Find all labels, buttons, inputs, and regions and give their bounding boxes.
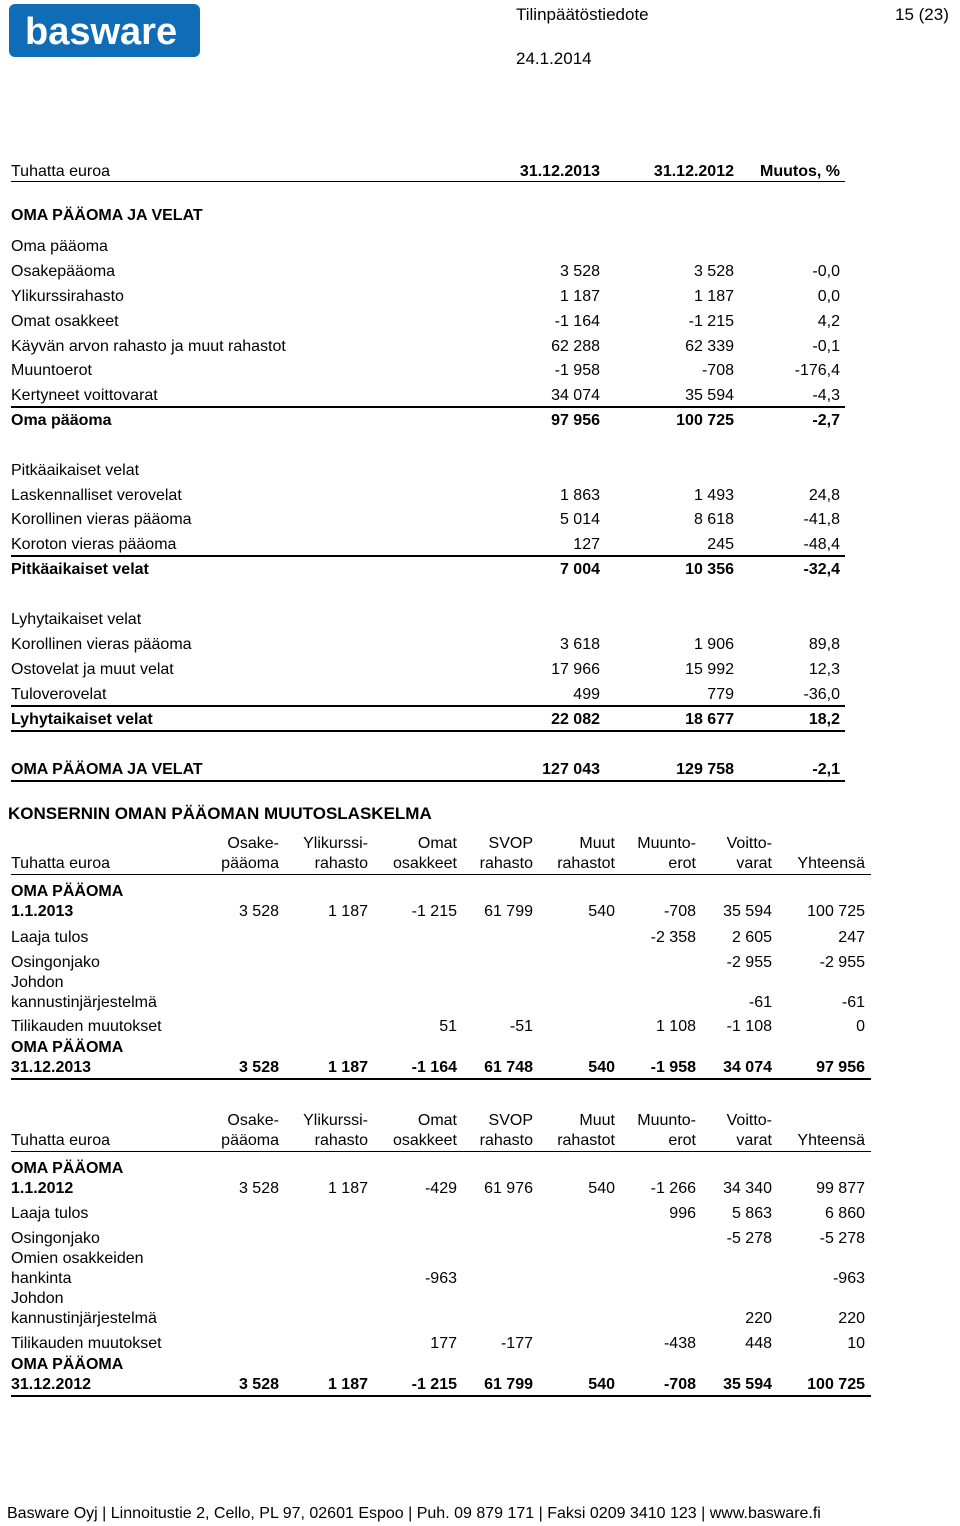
value-2012: 100 725 bbox=[676, 412, 734, 429]
column-header: Omat osakkeet bbox=[392, 1112, 457, 1149]
column-header-2012: 31.12.2012 bbox=[653, 163, 734, 180]
cell: 5 863 bbox=[731, 1205, 772, 1222]
cell: -5 278 bbox=[819, 1230, 865, 1247]
value-change: 4,2 bbox=[817, 313, 840, 330]
table-row bbox=[11, 286, 845, 307]
row-label: Ylikurssirahasto bbox=[11, 288, 124, 305]
value-2012: 10 356 bbox=[685, 561, 734, 578]
value-change: -0,0 bbox=[812, 263, 840, 280]
cell: 10 bbox=[847, 1335, 865, 1352]
unit-label: Tuhatta euroa bbox=[11, 163, 111, 180]
value-2012: 18 677 bbox=[685, 711, 734, 728]
cell: -177 bbox=[500, 1335, 533, 1352]
cell: -61 bbox=[841, 994, 865, 1011]
cell: -2 955 bbox=[819, 954, 865, 971]
equity-total-row bbox=[11, 410, 845, 431]
column-header: Yhteensä bbox=[797, 1132, 865, 1149]
value-2013: 22 082 bbox=[551, 711, 600, 728]
cell: 3 528 bbox=[238, 1059, 279, 1076]
column-header: Muunto- erot bbox=[637, 835, 696, 872]
cell: -1 215 bbox=[411, 1376, 457, 1393]
table-row bbox=[11, 1249, 871, 1289]
column-header: SVOP rahasto bbox=[479, 1112, 533, 1149]
row-label: Johdon kannustinjärjestelmä bbox=[11, 974, 157, 1011]
cell: 100 725 bbox=[807, 1376, 865, 1393]
value-change: -4,3 bbox=[812, 387, 840, 404]
column-header: Voitto- varat bbox=[726, 1112, 772, 1149]
value-2013: -1 164 bbox=[554, 313, 600, 330]
cell: -708 bbox=[663, 903, 696, 920]
cell: 540 bbox=[588, 903, 615, 920]
value-2012: 1 906 bbox=[693, 636, 734, 653]
column-header: Muunto- erot bbox=[637, 1112, 696, 1149]
value-change: 12,3 bbox=[808, 661, 840, 678]
row-label: Pitkäaikaiset velat bbox=[11, 462, 140, 479]
document-title: Tilinpäätöstiedote bbox=[516, 5, 649, 24]
value-change: -2,1 bbox=[812, 761, 840, 778]
column-header: Osake- pääoma bbox=[221, 1112, 279, 1149]
cell: 35 594 bbox=[723, 1376, 772, 1393]
row-label: Kertyneet voittovarat bbox=[11, 387, 158, 404]
value-2013: 97 956 bbox=[551, 412, 600, 429]
value-2013: 34 074 bbox=[551, 387, 600, 404]
table-row bbox=[11, 953, 871, 973]
cell: 540 bbox=[588, 1059, 615, 1076]
cell: 99 877 bbox=[816, 1180, 865, 1197]
cell: -438 bbox=[663, 1335, 696, 1352]
balance-header-row bbox=[11, 161, 845, 182]
value-2012: 8 618 bbox=[693, 511, 734, 528]
table-row bbox=[11, 311, 845, 332]
value-change: 0,0 bbox=[817, 288, 840, 305]
basware-logo-mark bbox=[9, 4, 200, 57]
page-number: 15 (23) bbox=[895, 5, 949, 24]
footer-contact: Basware Oyj | Linnoitustie 2, Cello, PL 97, 02601 Espoo | Puh. 09 879 171 | Faksi 0209 3410 123 | www.basware.fi bbox=[7, 1505, 821, 1522]
row-label: Omien osakkeiden hankinta bbox=[11, 1250, 144, 1287]
equity-heading bbox=[11, 236, 845, 257]
row-label: Laaja tulos bbox=[11, 929, 89, 946]
value-2012: 245 bbox=[707, 536, 734, 553]
value-change: 18,2 bbox=[808, 711, 840, 728]
value-change: -41,8 bbox=[803, 511, 840, 528]
changes-2012-header bbox=[11, 1111, 871, 1152]
value-2013: -1 958 bbox=[554, 362, 600, 379]
cell: 51 bbox=[439, 1018, 457, 1035]
row-label: Osingonjako bbox=[11, 954, 100, 971]
column-header: Muut rahastot bbox=[557, 1112, 615, 1149]
cell: 61 799 bbox=[484, 903, 533, 920]
cell: -1 958 bbox=[650, 1059, 696, 1076]
table-row bbox=[11, 485, 845, 506]
cell: 61 799 bbox=[484, 1376, 533, 1393]
value-2013: 7 004 bbox=[559, 561, 600, 578]
closing-row-2012 bbox=[11, 1355, 871, 1397]
cell: 61 748 bbox=[484, 1059, 533, 1076]
value-2013: 1 863 bbox=[559, 487, 600, 504]
table-row bbox=[11, 261, 845, 282]
cell: 1 108 bbox=[655, 1018, 696, 1035]
cell: 34 074 bbox=[723, 1059, 772, 1076]
cell: -1 108 bbox=[726, 1018, 772, 1035]
row-label: Korollinen vieras pääoma bbox=[11, 511, 192, 528]
changes-2013-header bbox=[11, 834, 871, 875]
table-row bbox=[11, 684, 845, 707]
value-change: -32,4 bbox=[803, 561, 840, 578]
row-label: Lyhytaikaiset velat bbox=[11, 711, 153, 728]
cell: -1 266 bbox=[650, 1180, 696, 1197]
value-change: -36,0 bbox=[803, 686, 840, 703]
table-row bbox=[11, 385, 845, 408]
table-row bbox=[11, 534, 845, 557]
cell: 3 528 bbox=[238, 903, 279, 920]
row-label: OMA PÄÄOMA JA VELAT bbox=[11, 761, 203, 778]
basware-logo bbox=[9, 4, 200, 57]
cell: 97 956 bbox=[816, 1059, 865, 1076]
cell: -963 bbox=[424, 1270, 457, 1287]
changes-title: KONSERNIN OMAN PÄÄOMAN MUUTOSLASKELMA bbox=[8, 804, 432, 823]
table-row bbox=[11, 1204, 871, 1224]
value-2012: 3 528 bbox=[693, 263, 734, 280]
cell: 100 725 bbox=[807, 903, 865, 920]
table-row bbox=[11, 882, 871, 922]
column-header: Osake- pääoma bbox=[221, 835, 279, 872]
cell: 1 187 bbox=[327, 1180, 368, 1197]
value-change: -0,1 bbox=[812, 338, 840, 355]
section-heading bbox=[11, 205, 845, 226]
value-2012: 779 bbox=[707, 686, 734, 703]
row-label: Lyhytaikaiset velat bbox=[11, 611, 142, 628]
table-row bbox=[11, 1334, 871, 1354]
table-row bbox=[11, 1229, 871, 1249]
document-date: 24.1.2014 bbox=[516, 49, 592, 68]
row-label: Osakepääoma bbox=[11, 263, 116, 280]
column-header: Voitto- varat bbox=[726, 835, 772, 872]
value-2013: 62 288 bbox=[551, 338, 600, 355]
value-2012: 15 992 bbox=[685, 661, 734, 678]
column-header-change: Muutos, % bbox=[760, 163, 840, 180]
row-label: Laskennalliset verovelat bbox=[11, 487, 182, 504]
cell: -61 bbox=[748, 994, 772, 1011]
cell: 3 528 bbox=[238, 1180, 279, 1197]
row-label: Koroton vieras pääoma bbox=[11, 536, 177, 553]
cell: -708 bbox=[663, 1376, 696, 1393]
value-change: 24,8 bbox=[808, 487, 840, 504]
value-2012: -1 215 bbox=[688, 313, 734, 330]
cell: 220 bbox=[745, 1310, 772, 1327]
short-term-heading bbox=[11, 609, 845, 630]
long-term-total-row bbox=[11, 559, 845, 580]
cell: 0 bbox=[856, 1018, 865, 1035]
row-label: Muuntoerot bbox=[11, 362, 92, 379]
value-2013: 3 618 bbox=[559, 636, 600, 653]
table-row bbox=[11, 659, 845, 680]
cell: -1 164 bbox=[411, 1059, 457, 1076]
cell: 247 bbox=[838, 929, 865, 946]
short-term-total-row bbox=[11, 709, 845, 732]
value-change: 89,8 bbox=[808, 636, 840, 653]
section-heading-label: OMA PÄÄOMA JA VELAT bbox=[11, 207, 203, 224]
value-2012: 35 594 bbox=[685, 387, 734, 404]
closing-row-2013 bbox=[11, 1038, 871, 1080]
value-2013: 127 bbox=[573, 536, 600, 553]
value-change: -2,7 bbox=[812, 412, 840, 429]
value-2013: 3 528 bbox=[559, 263, 600, 280]
cell: -51 bbox=[509, 1018, 533, 1035]
cell: 34 340 bbox=[723, 1180, 772, 1197]
column-header-2013: 31.12.2013 bbox=[519, 163, 600, 180]
table-row bbox=[11, 1159, 871, 1199]
cell: 1 187 bbox=[327, 903, 368, 920]
row-label: Omat osakkeet bbox=[11, 313, 119, 330]
table-row bbox=[11, 1289, 871, 1329]
equity-heading-label: Oma pääoma bbox=[11, 238, 108, 255]
table-row bbox=[11, 360, 845, 381]
row-label: Oma pääoma bbox=[11, 412, 112, 429]
row-label: Tilikauden muutokset bbox=[11, 1335, 162, 1352]
cell: 540 bbox=[588, 1376, 615, 1393]
table-row bbox=[11, 634, 845, 655]
long-term-heading bbox=[11, 460, 845, 481]
value-2013: 127 043 bbox=[542, 761, 600, 778]
cell: -1 215 bbox=[411, 903, 457, 920]
value-2013: 1 187 bbox=[559, 288, 600, 305]
grand-total-row bbox=[11, 759, 845, 782]
table-row bbox=[11, 509, 845, 530]
value-2013: 17 966 bbox=[551, 661, 600, 678]
table-row bbox=[11, 336, 845, 357]
cell: 1 187 bbox=[327, 1059, 368, 1076]
unit-label: Tuhatta euroa bbox=[11, 855, 111, 872]
value-2012: 1 493 bbox=[693, 487, 734, 504]
cell: -5 278 bbox=[726, 1230, 772, 1247]
column-header: SVOP rahasto bbox=[479, 835, 533, 872]
cell: 177 bbox=[430, 1335, 457, 1352]
cell: -429 bbox=[424, 1180, 457, 1197]
cell: -963 bbox=[832, 1270, 865, 1287]
cell: 3 528 bbox=[238, 1376, 279, 1393]
row-label: Korollinen vieras pääoma bbox=[11, 636, 192, 653]
cell: 540 bbox=[588, 1180, 615, 1197]
row-label: Johdon kannustinjärjestelmä bbox=[11, 1290, 157, 1327]
row-label: Osingonjako bbox=[11, 1230, 100, 1247]
column-header: Omat osakkeet bbox=[392, 835, 457, 872]
row-label: Laaja tulos bbox=[11, 1205, 89, 1222]
cell: 2 605 bbox=[731, 929, 772, 946]
cell: 61 976 bbox=[484, 1180, 533, 1197]
value-2012: 129 758 bbox=[676, 761, 734, 778]
cell: 6 860 bbox=[824, 1205, 865, 1222]
value-2012: -708 bbox=[701, 362, 734, 379]
row-label: OMA PÄÄOMA 1.1.2013 bbox=[11, 883, 124, 920]
table-row bbox=[11, 1017, 871, 1037]
cell: -2 955 bbox=[726, 954, 772, 971]
value-2013: 499 bbox=[573, 686, 600, 703]
cell: 1 187 bbox=[327, 1376, 368, 1393]
row-label: Ostovelat ja muut velat bbox=[11, 661, 174, 678]
value-2012: 1 187 bbox=[693, 288, 734, 305]
cell: 220 bbox=[838, 1310, 865, 1327]
header-divider bbox=[11, 181, 845, 182]
row-label: OMA PÄÄOMA 31.12.2013 bbox=[11, 1039, 124, 1076]
value-2012: 62 339 bbox=[685, 338, 734, 355]
row-label: Pitkäaikaiset velat bbox=[11, 561, 149, 578]
cell: -2 358 bbox=[650, 929, 696, 946]
value-2013: 5 014 bbox=[559, 511, 600, 528]
row-label: Tilikauden muutokset bbox=[11, 1018, 162, 1035]
cell: 35 594 bbox=[723, 903, 772, 920]
cell: 448 bbox=[745, 1335, 772, 1352]
row-label: Tuloverovelat bbox=[11, 686, 107, 703]
table-row bbox=[11, 928, 871, 948]
cell: 996 bbox=[669, 1205, 696, 1222]
column-header: Yhteensä bbox=[797, 855, 865, 872]
column-header: Ylikurssi- rahasto bbox=[303, 1112, 368, 1149]
svg-text:basware: basware bbox=[25, 11, 178, 53]
value-change: -48,4 bbox=[803, 536, 840, 553]
unit-label: Tuhatta euroa bbox=[11, 1132, 111, 1149]
value-change: -176,4 bbox=[794, 362, 840, 379]
row-label: OMA PÄÄOMA 31.12.2012 bbox=[11, 1356, 124, 1393]
column-header: Muut rahastot bbox=[557, 835, 615, 872]
column-header: Ylikurssi- rahasto bbox=[303, 835, 368, 872]
table-row bbox=[11, 973, 871, 1013]
row-label: OMA PÄÄOMA 1.1.2012 bbox=[11, 1160, 124, 1197]
row-label: Käyvän arvon rahasto ja muut rahastot bbox=[11, 338, 286, 355]
